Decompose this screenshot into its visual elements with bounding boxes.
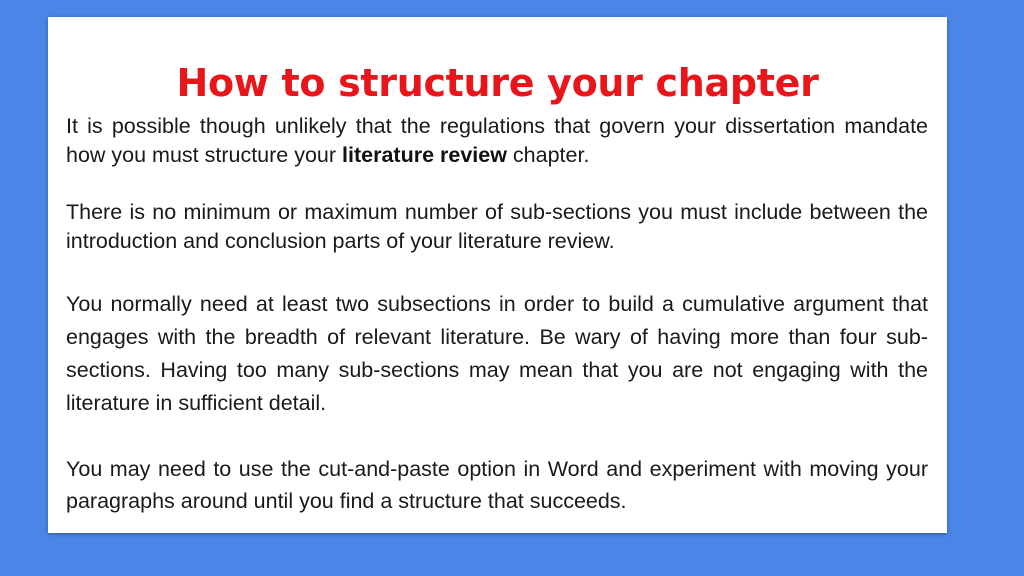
slide-title: How to structure your chapter xyxy=(176,61,819,105)
paragraph-subsection-count: There is no minimum or maximum number of sub-sections you must include between the introduction and conclusion parts of your literature review. xyxy=(66,200,928,253)
literature-review-emphasis: literature review xyxy=(342,143,507,167)
paragraph-regulations-text: It is possible though unlikely that the regulations that govern your dissertation mandate how you must structure your xyxy=(66,114,928,167)
slide-card xyxy=(48,17,947,533)
paragraph-cut-and-paste: You may need to use the cut-and-paste option in Word and experiment with moving your paragraphs around until you find a structure that succeeds. xyxy=(66,457,928,513)
paragraph-cumulative-argument: You normally need at least two subsections in order to build a cumulative argument that engages with the breadth of relevant literature. Be wary of having more than four sub-sections. Having too many sub-sections may mean that you are not engaging with the literature in sufficient detail. xyxy=(66,292,928,415)
paragraph-regulations-end: chapter. xyxy=(506,143,590,167)
paragraph-regulations xyxy=(66,112,928,170)
